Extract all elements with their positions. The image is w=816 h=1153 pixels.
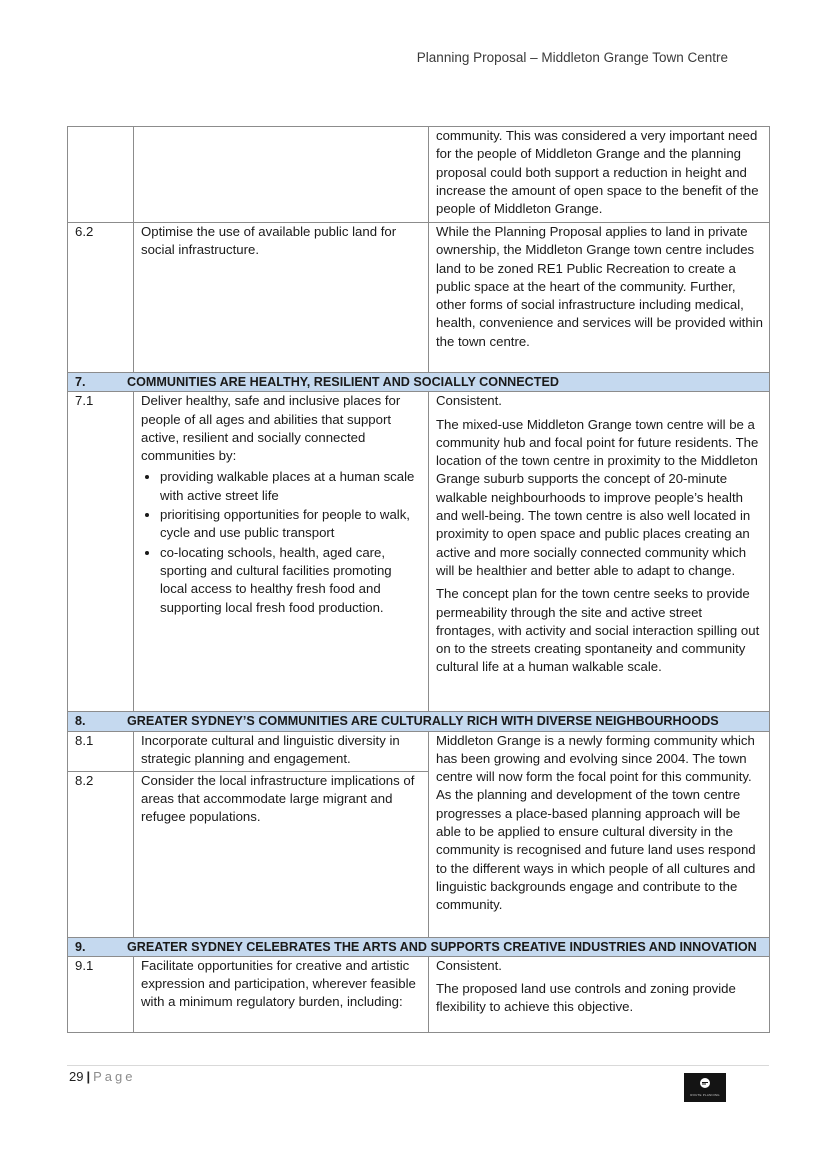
- table-row: [68, 392, 770, 712]
- table-row: [68, 127, 770, 223]
- response-text: The proposed land use controls and zoning provide flexibility to achieve this objective.: [436, 981, 736, 1015]
- page-label: Page: [93, 1069, 136, 1084]
- objective-bullet-list: [141, 468, 422, 616]
- list-item: • providing walkable places at a human scale with active street life: [160, 468, 422, 505]
- row-objective: [134, 127, 429, 223]
- section-number: 7.: [75, 375, 86, 389]
- page-number-value: 29: [69, 1069, 84, 1084]
- row-id: 7.1: [68, 392, 134, 712]
- section-title: COMMUNITIES ARE HEALTHY, RESILIENT AND SOCIALLY CONNECTED: [127, 375, 559, 389]
- section-heading: [68, 937, 770, 956]
- section-heading: [68, 712, 770, 731]
- response-text: community. This was considered a very important need for the people of Middleton Grange and the planning proposal could both support a reduction in height and increase the amount of open space to the benefit of the people of Middleton Grange.: [436, 128, 759, 217]
- row-objective: Facilitate opportunities for creative and artistic expression and participation, wherever feasible with a minimum regulatory burden, including:: [134, 956, 429, 1032]
- response-text: The mixed-use Middleton Grange town centre will be a community hub and focal point for future residents. The location of the town centre in proximity to the Middleton Grange suburb supports the concept of 20-minute walkable neighbourhoods to improve people’s health and well-being. The town centre is also well located in proximity to open space and public places creating an active and more socially connected community which will be healthier and better able to adapt to change.: [436, 416, 759, 578]
- section-number: 8.: [75, 714, 86, 729]
- company-logo: [684, 1073, 726, 1102]
- list-item: • prioritising opportunities for people to walk, cycle and use public transport: [160, 506, 422, 543]
- response-text: While the Planning Proposal applies to land in private ownership, the Middleton Grange town centre includes land to be zoned RE1 Public Recreation to create a public space at the heart of the community. Further, other forms of social infrastructure including medical, health, convenience and services will be provided within the town centre.: [436, 224, 763, 349]
- objective-text: Deliver healthy, safe and inclusive places for people of all ages and abilities that support active, resilient and socially connected communities by:: [141, 393, 401, 464]
- row-response: [429, 731, 770, 937]
- section-number: 9.: [75, 939, 86, 954]
- page-number: [69, 1069, 135, 1084]
- logo-mark-icon: [699, 1077, 711, 1089]
- section-heading-row: [68, 712, 770, 731]
- logo-text: ROUTE PLANNING: [690, 1093, 720, 1097]
- row-id: 8.2: [68, 771, 134, 937]
- section-heading: [68, 373, 770, 392]
- table-row: [68, 731, 770, 771]
- section-title: GREATER SYDNEY’S COMMUNITIES ARE CULTURALLY RICH WITH DIVERSE NEIGHBOURHOODS: [127, 714, 719, 729]
- response-status: Consistent.: [436, 393, 502, 409]
- row-id: 6.2: [68, 223, 134, 373]
- row-objective: [134, 392, 429, 712]
- page-separator: |: [86, 1069, 91, 1084]
- row-response: [429, 956, 770, 1032]
- section-title: GREATER SYDNEY CELEBRATES THE ARTS AND SUPPORTS CREATIVE INDUSTRIES AND INNOVATION: [127, 939, 757, 954]
- table-row: [68, 223, 770, 373]
- row-id: [68, 127, 134, 223]
- row-response: [429, 127, 770, 223]
- row-id: 9.1: [68, 956, 134, 1032]
- row-id: 8.1: [68, 731, 134, 771]
- strategy-consistency-table: [67, 126, 770, 1033]
- response-text: Middleton Grange is a newly forming community which has been growing and evolving since 2004. The town centre will now form the focal point for this community. As the planning and development of the town centre progresses a place-based planning approach will be able to be applied to ensure cultural diversity in the community is recognised and future land uses respond to the different ways in which people of all cultures and linguistic backgrounds engage and contribute to the community.: [436, 732, 756, 913]
- response-text: The concept plan for the town centre seeks to provide permeability through the site and active street frontages, with activity and social interaction spilling out on to the streets creating spontaneity and community cultural life at a human walkable scale.: [436, 586, 760, 675]
- response-status: Consistent.: [436, 957, 502, 973]
- section-heading-row: [68, 937, 770, 956]
- row-objective: Incorporate cultural and linguistic diversity in strategic planning and engagement.: [134, 731, 429, 771]
- table-row: [68, 956, 770, 1032]
- footer-divider: [67, 1065, 769, 1066]
- row-objective: Optimise the use of available public land for social infrastructure.: [134, 223, 429, 373]
- running-header: Planning Proposal – Middleton Grange Town Centre: [416, 50, 728, 65]
- row-response: [429, 392, 770, 712]
- row-objective: Consider the local infrastructure implications of areas that accommodate large migrant and refugee populations.: [134, 771, 429, 937]
- list-item: • co-locating schools, health, aged care, sporting and cultural facilities promoting local access to healthy fresh food and supporting local fresh food production.: [160, 544, 422, 617]
- row-response: [429, 223, 770, 373]
- section-heading-row: [68, 373, 770, 392]
